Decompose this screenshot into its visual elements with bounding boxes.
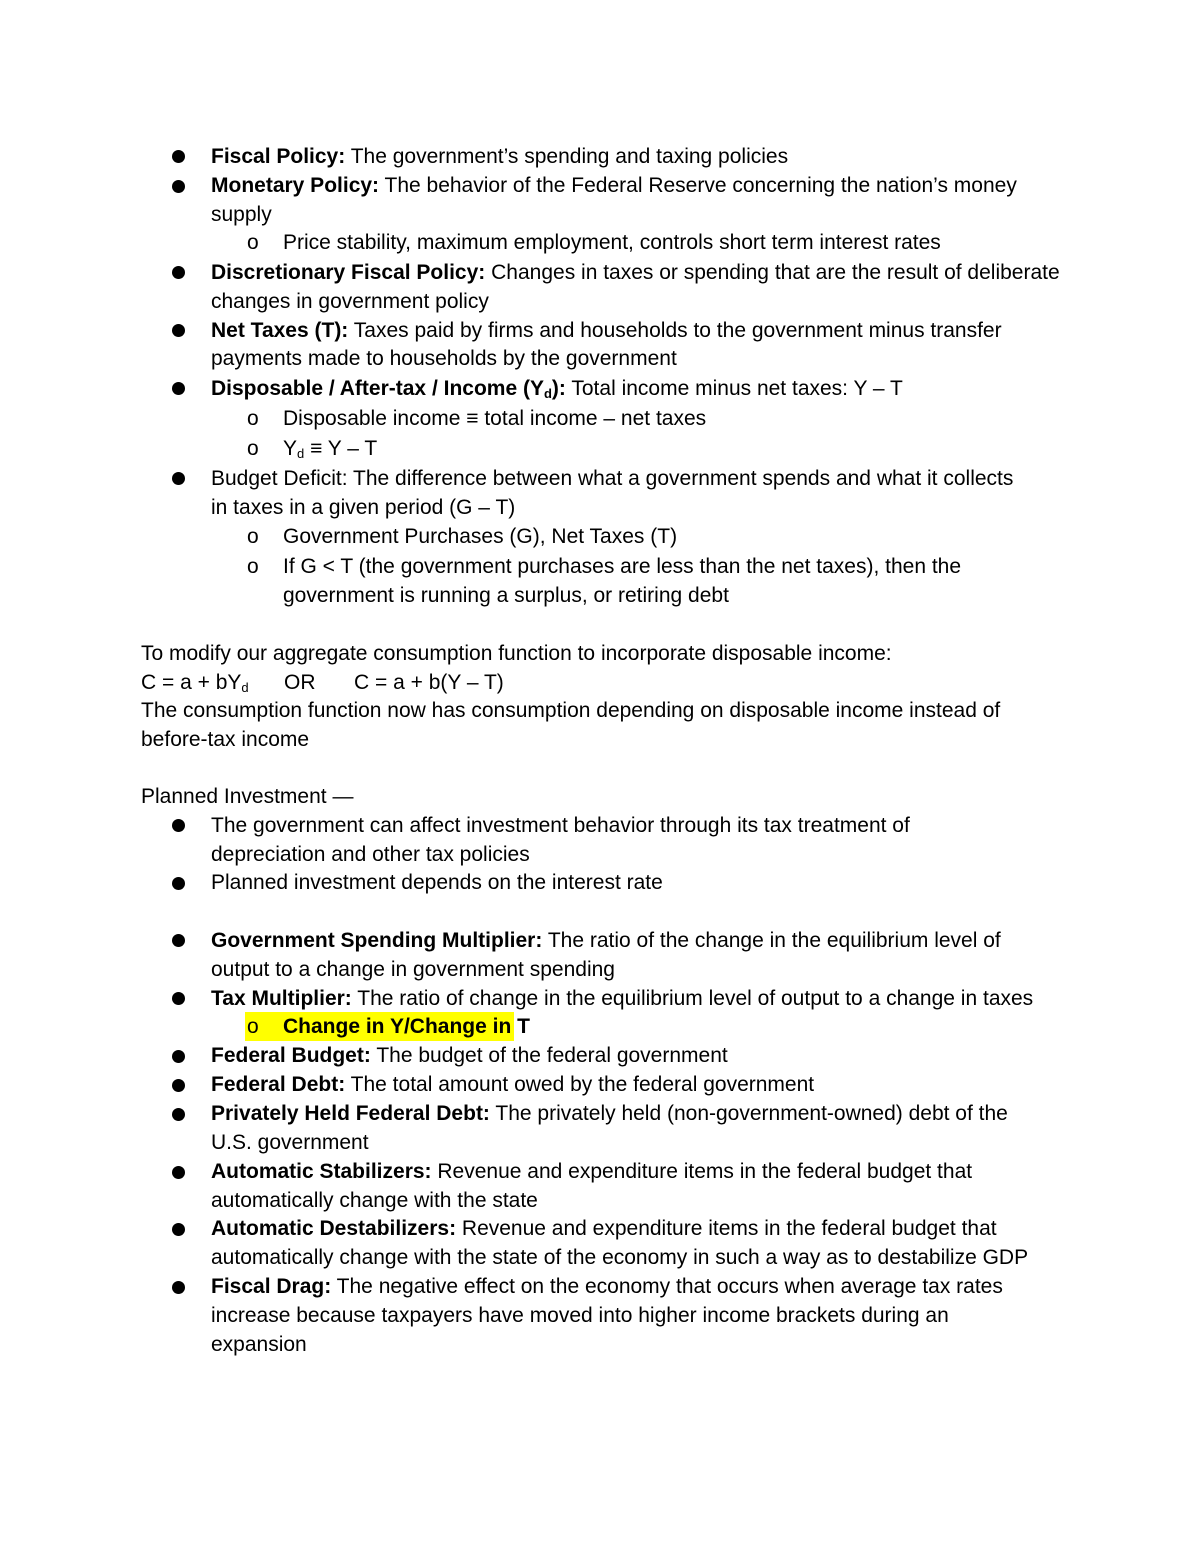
sub-list-item: $Y_d \equiv Y - T$ xyxy=(283,437,378,461)
list-item-continuation: increase because taxpayers have moved into higher income brackets during an xyxy=(211,1304,949,1327)
term-definition: The privately held (non-government-owned) debt of the xyxy=(489,1102,1008,1125)
term-definition: The negative effect on the economy that occurs when average tax rates xyxy=(331,1275,1003,1298)
sub-list-item-continuation: government is running a surplus, or retiring debt xyxy=(283,584,729,607)
list-item xyxy=(211,258,1060,287)
formula-line: C = a + b(Y – T) xyxy=(354,671,504,694)
list-item-continuation: automatically change with the state xyxy=(211,1189,538,1212)
bullet-dot xyxy=(172,1050,185,1063)
term-definition: Changes in taxes or spending that are the result of deliberate xyxy=(485,261,1060,284)
sub-bullet-marker: o xyxy=(247,437,259,460)
formula-line: $C = a + bY_d$ xyxy=(141,671,249,695)
bullet-dot xyxy=(172,1281,185,1294)
list-item xyxy=(211,1070,814,1099)
term-label: Monetary Policy: xyxy=(211,174,380,197)
term-definition: The total amount owed by the federal government xyxy=(345,1073,815,1096)
term-label: Fiscal Policy: xyxy=(211,145,346,168)
list-item xyxy=(211,1099,1008,1128)
list-item xyxy=(211,926,1001,955)
term-label: Federal Debt: xyxy=(211,1073,346,1096)
list-item: Budget Deficit: The difference between what a government spends and what it collects xyxy=(211,467,1014,490)
term-label: Government Spending Multiplier: xyxy=(211,929,543,952)
list-item xyxy=(211,1041,728,1070)
term-label: Federal Budget: xyxy=(211,1044,371,1067)
sub-list-item: Disposable income ≡ total income – net taxes xyxy=(283,407,707,430)
paragraph-text: before-tax income xyxy=(141,728,310,751)
sub-bullet-marker: o xyxy=(247,555,259,578)
list-item-continuation: expansion xyxy=(211,1333,307,1356)
list-item xyxy=(211,171,1017,200)
formula-or: OR xyxy=(284,671,316,694)
bullet-dot xyxy=(172,819,185,832)
list-item xyxy=(211,142,788,171)
bullet-dot xyxy=(172,324,185,337)
paragraph-text: To modify our aggregate consumption function to incorporate disposable income: xyxy=(141,642,892,665)
sub-bullet-marker: o xyxy=(247,1015,259,1038)
section-heading: Planned Investment — xyxy=(141,785,354,808)
term-definition: The ratio of change in the equilibrium level of output to a change in taxes xyxy=(351,987,1034,1010)
sub-bullet-marker: o xyxy=(247,407,259,430)
list-item-continuation: supply xyxy=(211,203,272,226)
list-item-continuation: payments made to households by the government xyxy=(211,347,677,370)
bullet-dot xyxy=(172,180,185,193)
term-definition: The behavior of the Federal Reserve concerning the nation’s money xyxy=(379,174,1017,197)
bullet-dot xyxy=(172,992,185,1005)
bullet-dot xyxy=(172,1223,185,1236)
bullet-dot xyxy=(172,266,185,279)
list-item-continuation: changes in government policy xyxy=(211,290,489,313)
term-definition: Total income minus net taxes: Y – T xyxy=(565,377,903,400)
list-item-continuation: output to a change in government spending xyxy=(211,958,615,981)
bullet-dot xyxy=(172,1079,185,1092)
sub-list-item: Government Purchases (G), Net Taxes (T) xyxy=(283,525,678,548)
term-definition: The government’s spending and taxing policies xyxy=(345,145,789,168)
term-label: Disposable / After-tax / Income $(Y_d)$: xyxy=(211,377,566,401)
list-item-continuation: in taxes in a given period (G – T) xyxy=(211,496,516,519)
list-item xyxy=(211,984,1033,1013)
sub-list-item: If G < T (the government purchases are less than the net taxes), then the xyxy=(283,555,962,578)
list-item xyxy=(211,1157,972,1186)
list-item: The government can affect investment behavior through its tax treatment of xyxy=(211,814,910,837)
highlighted-sub-item xyxy=(245,1012,530,1041)
sub-bullet-marker: o xyxy=(247,525,259,548)
term-definition: Revenue and expenditure items in the federal budget that xyxy=(456,1217,997,1240)
sub-list-item: Price stability, maximum employment, controls short term interest rates xyxy=(283,231,941,254)
list-item xyxy=(211,1272,1003,1301)
list-item xyxy=(211,1214,997,1243)
list-item: Planned investment depends on the interest rate xyxy=(211,871,663,894)
list-item xyxy=(211,374,903,403)
term-label: Automatic Stabilizers: xyxy=(211,1160,432,1183)
bullet-dot xyxy=(172,934,185,947)
bullet-dot xyxy=(172,382,185,395)
term-definition: The budget of the federal government xyxy=(370,1044,728,1067)
paragraph-text: The consumption function now has consumption depending on disposable income instead of xyxy=(141,699,1001,722)
bullet-dot xyxy=(172,1166,185,1179)
list-item-continuation: U.S. government xyxy=(211,1131,369,1154)
term-definition: Revenue and expenditure items in the federal budget that xyxy=(431,1160,973,1183)
list-item xyxy=(211,316,1002,345)
bullet-dot xyxy=(172,150,185,163)
term-label: Discretionary Fiscal Policy: xyxy=(211,261,486,284)
list-item-continuation: depreciation and other tax policies xyxy=(211,843,530,866)
bullet-dot xyxy=(172,877,185,890)
term-label: Net Taxes (T): xyxy=(211,319,349,342)
sub-list-item: Change in Y/Change in T xyxy=(283,1015,530,1038)
bullet-dot xyxy=(172,1108,185,1121)
term-label: Privately Held Federal Debt: xyxy=(211,1102,490,1125)
term-definition: Taxes paid by firms and households to the government minus transfer xyxy=(348,319,1002,342)
term-label: Tax Multiplier: xyxy=(211,987,352,1010)
list-item-continuation: automatically change with the state of the economy in such a way as to destabilize GDP xyxy=(211,1246,1029,1269)
term-label: Automatic Destabilizers: xyxy=(211,1217,457,1240)
bullet-dot xyxy=(172,472,185,485)
term-label: Fiscal Drag: xyxy=(211,1275,332,1298)
sub-bullet-marker: o xyxy=(247,231,259,254)
term-definition: The ratio of the change in the equilibrium level of xyxy=(542,929,1001,952)
